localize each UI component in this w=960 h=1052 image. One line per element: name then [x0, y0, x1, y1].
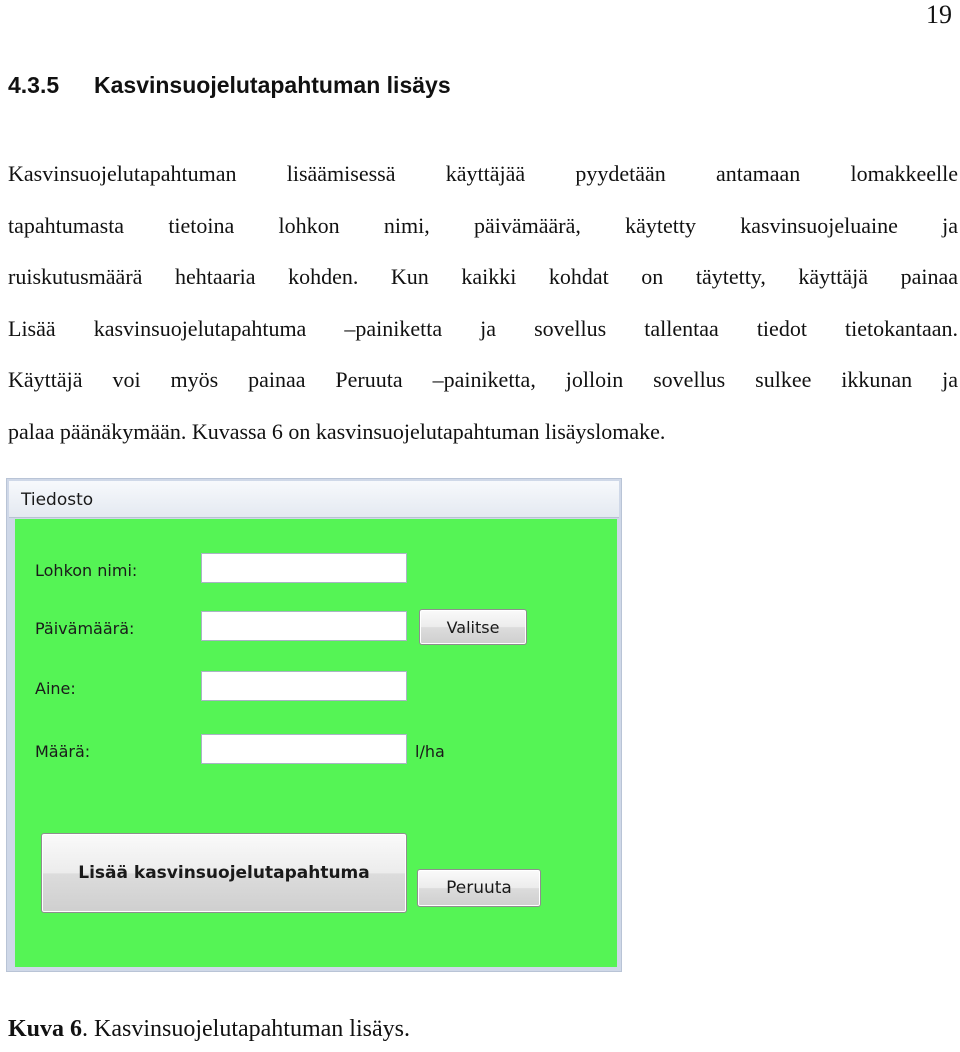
figure-caption	[8, 1016, 410, 1043]
caption-text: . Kasvinsuojelutapahtuman lisäys.	[82, 1016, 410, 1042]
menu-bar	[9, 481, 619, 518]
form-area	[15, 519, 617, 967]
substance-label: Aine:	[35, 679, 76, 698]
block-name-label: Lohkon nimi:	[35, 561, 138, 580]
paragraph-line: Lisää kasvinsuojelutapahtuma –painiketta ja sovellus tallentaa tiedot tietokantaan.	[8, 315, 958, 341]
paragraph-line: palaa päänäkymään. Kuvassa 6 on kasvinsuojelutapahtuman lisäyslomake.	[8, 418, 666, 444]
menu-file[interactable]: Tiedosto	[21, 490, 94, 510]
amount-input[interactable]	[201, 734, 407, 764]
page-number: 19	[926, 0, 952, 29]
block-name-input[interactable]	[201, 553, 407, 583]
cancel-button[interactable]: Peruuta	[417, 869, 541, 907]
form-screenshot	[6, 478, 622, 972]
caption-label: Kuva 6	[8, 1016, 83, 1042]
date-input[interactable]	[201, 611, 407, 641]
substance-input[interactable]	[201, 671, 407, 701]
paragraph-line: Käyttäjä voi myös painaa Peruuta –painiketta, jolloin sovellus sulkee ikkunan ja	[8, 367, 958, 393]
paragraph-line: tapahtumasta tietoina lohkon nimi, päivämäärä, käytetty kasvinsuojeluaine ja	[8, 212, 958, 238]
paragraph-line: Kasvinsuojelutapahtuman lisäämisessä käyttäjää pyydetään antamaan lomakkeelle	[8, 161, 958, 186]
section-heading	[8, 72, 451, 99]
amount-unit: l/ha	[415, 742, 445, 761]
select-date-button[interactable]: Valitse	[419, 609, 527, 645]
section-number: 4.3.5	[8, 72, 60, 98]
section-title: Kasvinsuojelutapahtuman lisäys	[94, 72, 451, 98]
body-paragraph	[8, 148, 958, 458]
paragraph-line: ruiskutusmäärä hehtaaria kohden. Kun kaikki kohdat on täytetty, käyttäjä painaa	[8, 264, 958, 290]
date-label: Päivämäärä:	[35, 619, 135, 638]
amount-label: Määrä:	[35, 742, 91, 761]
add-event-button[interactable]: Lisää kasvinsuojelutapahtuma	[41, 833, 407, 913]
